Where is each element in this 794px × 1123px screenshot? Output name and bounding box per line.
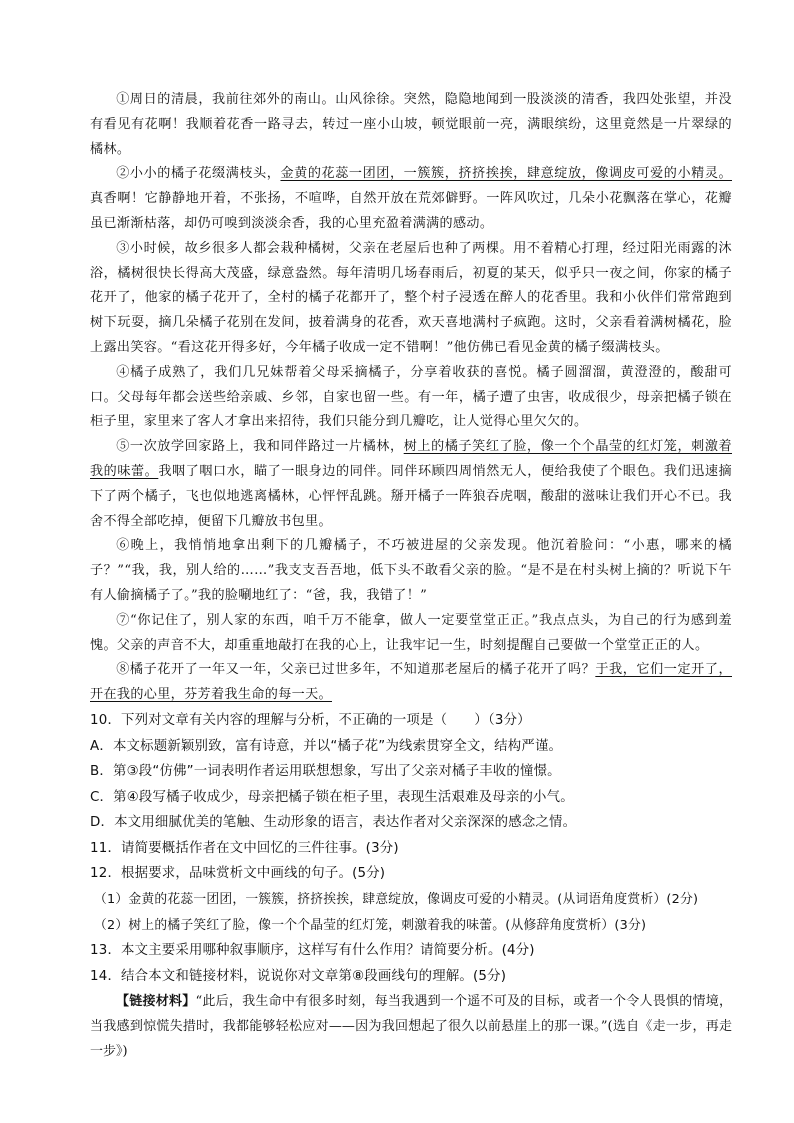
underlined-sentence-1: 金黄的花蕊一团团，一簇簇，挤挤挨挨，肆意绽放，像调皮可爱的小精灵。 xyxy=(280,166,732,182)
option-a: A．本文标题新颖别致，富有诗意，并以“橘子花”为线索贯穿全文，结构严谨。 xyxy=(90,738,563,754)
underlined-sentence-2: 树上的橘子笑红了脸，像一个个晶莹的红灯笼，刺激着我的味蕾。 xyxy=(90,439,732,479)
option-b: B．第③段“仿佛”一词表明作者运用联想想象，写出了父亲对橘子丰收的憧憬。 xyxy=(90,764,561,780)
paragraph-2-lead: ②小小的橘子花缀满枝头， xyxy=(116,166,281,182)
quoted-sentence: 树上的橘子笑红了脸，像一个个晶莹的红灯笼，刺激着我的味蕾。 xyxy=(128,917,506,933)
quoted-sentence: 金黄的花蕊一团团，一簇簇，挤挤挨挨，肆意绽放，像调皮可爱的小精灵。 xyxy=(128,892,558,908)
paragraph-3: ③小时候，故乡很多人都会栽种橘树，父亲在老屋后也种了两棵。用不着精心打理，经过阳光雨露的沐浴，橘树很快长得高大茂盛，绿意盎然。每年清明几场春雨后，初夏的某天，似乎只一夜之间，你家的橘子花开了，他家的橘子花开了，全村的橘子花都开了，整个村子浸透在醉人的花香里。我和小伙伴们常常跑到树下玩耍，摘几朵橘子花别在发间，披着满身的花香，欢天喜地满村子疯跑。这时，父亲看着满树橘花，脸上露出笑容。“看这花开得多好，今年橘子收成一定不错啊！”他仿佛已看见金黄的橘子缀满枝头。 xyxy=(90,240,732,355)
paragraph-8-lead: ⑧橘子花开了一年又一年，父亲已过世多年，不知道那老屋后的橘子花开了吗？ xyxy=(116,662,596,678)
underlined-sentence-3: 于我，它们一定开了，开在我的心里，芬芳着我生命的每一天。 xyxy=(90,662,732,703)
question-14: 14．结合本文和链接材料，说说你对文章第⑧段画线句的理解。(5分) xyxy=(90,968,507,984)
link-material xyxy=(90,989,732,1064)
link-material-text: “此后，我生命中有很多时刻，每当我遇到一个遥不可及的目标，或者一个令人畏惧的情境，当我感到惊慌失措时，我都能够轻松应对——因为我回想起了很久以前悬崖上的那一课。”(选自《走一步，再走一步》) xyxy=(90,994,732,1060)
sub-number: （2） xyxy=(94,917,129,933)
paragraph-1: ①周日的清晨，我前往郊外的南山。山风徐徐。突然，隐隐地闻到一股淡淡的清香，我四处张望，并没有看见有花啊！我顺着花香一路寻去，转过一座小山坡，顿觉眼前一亮，满眼缤纷，这里竟然是一片翠绿的橘林。 xyxy=(90,92,732,157)
requirement: (从修辞角度赏析）(3分) xyxy=(505,917,647,933)
paragraph-2-rest: 真香啊！它静静地开着，不张扬，不喧哗，自然开放在荒郊僻野。一阵风吹过，几朵小花飘落在掌心，花瓣虽已渐渐枯落，却仍可嗅到淡淡余香，我的心里充盈着满满的感动。 xyxy=(90,191,732,231)
requirement: (从词语角度赏析）(2分) xyxy=(557,892,699,908)
paragraph-5 xyxy=(90,435,732,534)
question-11: 11．请简要概括作者在文中回忆的三件往事。(3分) xyxy=(90,840,399,856)
link-material-label: 【链接材料】 xyxy=(116,994,196,1010)
paragraph-2 xyxy=(90,162,732,236)
option-c: C．第④段写橘子收成少，母亲把橘子锁在柜子里，表现生活艰难及母亲的小气。 xyxy=(90,789,574,805)
exam-page xyxy=(90,88,732,1064)
question-12-1 xyxy=(90,887,732,913)
question-12: 12．根据要求，品味赏析文中画线的句子。(5分) xyxy=(90,866,386,882)
reading-passage xyxy=(90,88,732,708)
paragraph-8 xyxy=(90,658,732,708)
question-13: 13．本文主要采用哪种叙事顺序，这样写有什么作用？请简要分析。(4分) xyxy=(90,943,535,959)
paragraph-5-rest: 我咽了咽口水，瞄了一眼身边的同伴。同伴环顾四周悄然无人，便给我使了个眼色。我们迅速摘下了两个橘子，飞也似地逃离橘林，心怦怦乱跳。掰开橘子一阵狼吞虎咽，酸甜的滋味让我们开心不已。我舍不得全部吃掉，便留下几瓣放书包里。 xyxy=(90,463,733,529)
sub-number: （1） xyxy=(94,892,129,908)
paragraph-4: ④橘子成熟了，我们几兄妹帮着父母采摘橘子，分享着收获的喜悦。橘子圆溜溜，黄澄澄的，酸甜可口。父母每年都会送些给亲戚、乡邻，自家也留一些。有一年，橘子遭了虫害，收成很少，母亲把橘子锁在柜子里，家里来了客人才拿出来招待，我们只能分到几瓣吃，让人觉得心里欠欠的。 xyxy=(90,364,732,430)
paragraph-5-lead: ⑤一次放学回家路上，我和同伴路过一片橘林， xyxy=(116,439,404,455)
paragraph-6: ⑥晚上，我悄悄地拿出剩下的几瓣橘子，不巧被进屋的父亲发现。他沉着脸问：“小惠，哪来的橘子？”“我，我，别人给的……”我支支吾吾地，低下头不敢看父亲的脸。“是不是在村头树上摘的？听说下午有人偷摘橘子了。”我的脸唰地红了：“爸，我，我错了！” xyxy=(90,538,732,603)
question-12-2 xyxy=(90,913,732,939)
paragraph-7: ⑦“你记住了，别人家的东西，咱千万不能拿，做人一定要堂堂正正。”我点点头，为自己的行为感到羞愧。父亲的声音不大，却重重地敲打在我的心上，让我牢记一生，时刻提醒自己要做一个堂堂正正的人。 xyxy=(90,612,732,653)
question-section xyxy=(90,708,732,1065)
question-10: 10．下列对文章有关内容的理解与分析，不正确的一项是（ ）（3分） xyxy=(90,712,531,728)
option-d: D．本文用细腻优美的笔触、生动形象的语言，表达作者对父亲深深的感念之情。 xyxy=(90,815,577,831)
